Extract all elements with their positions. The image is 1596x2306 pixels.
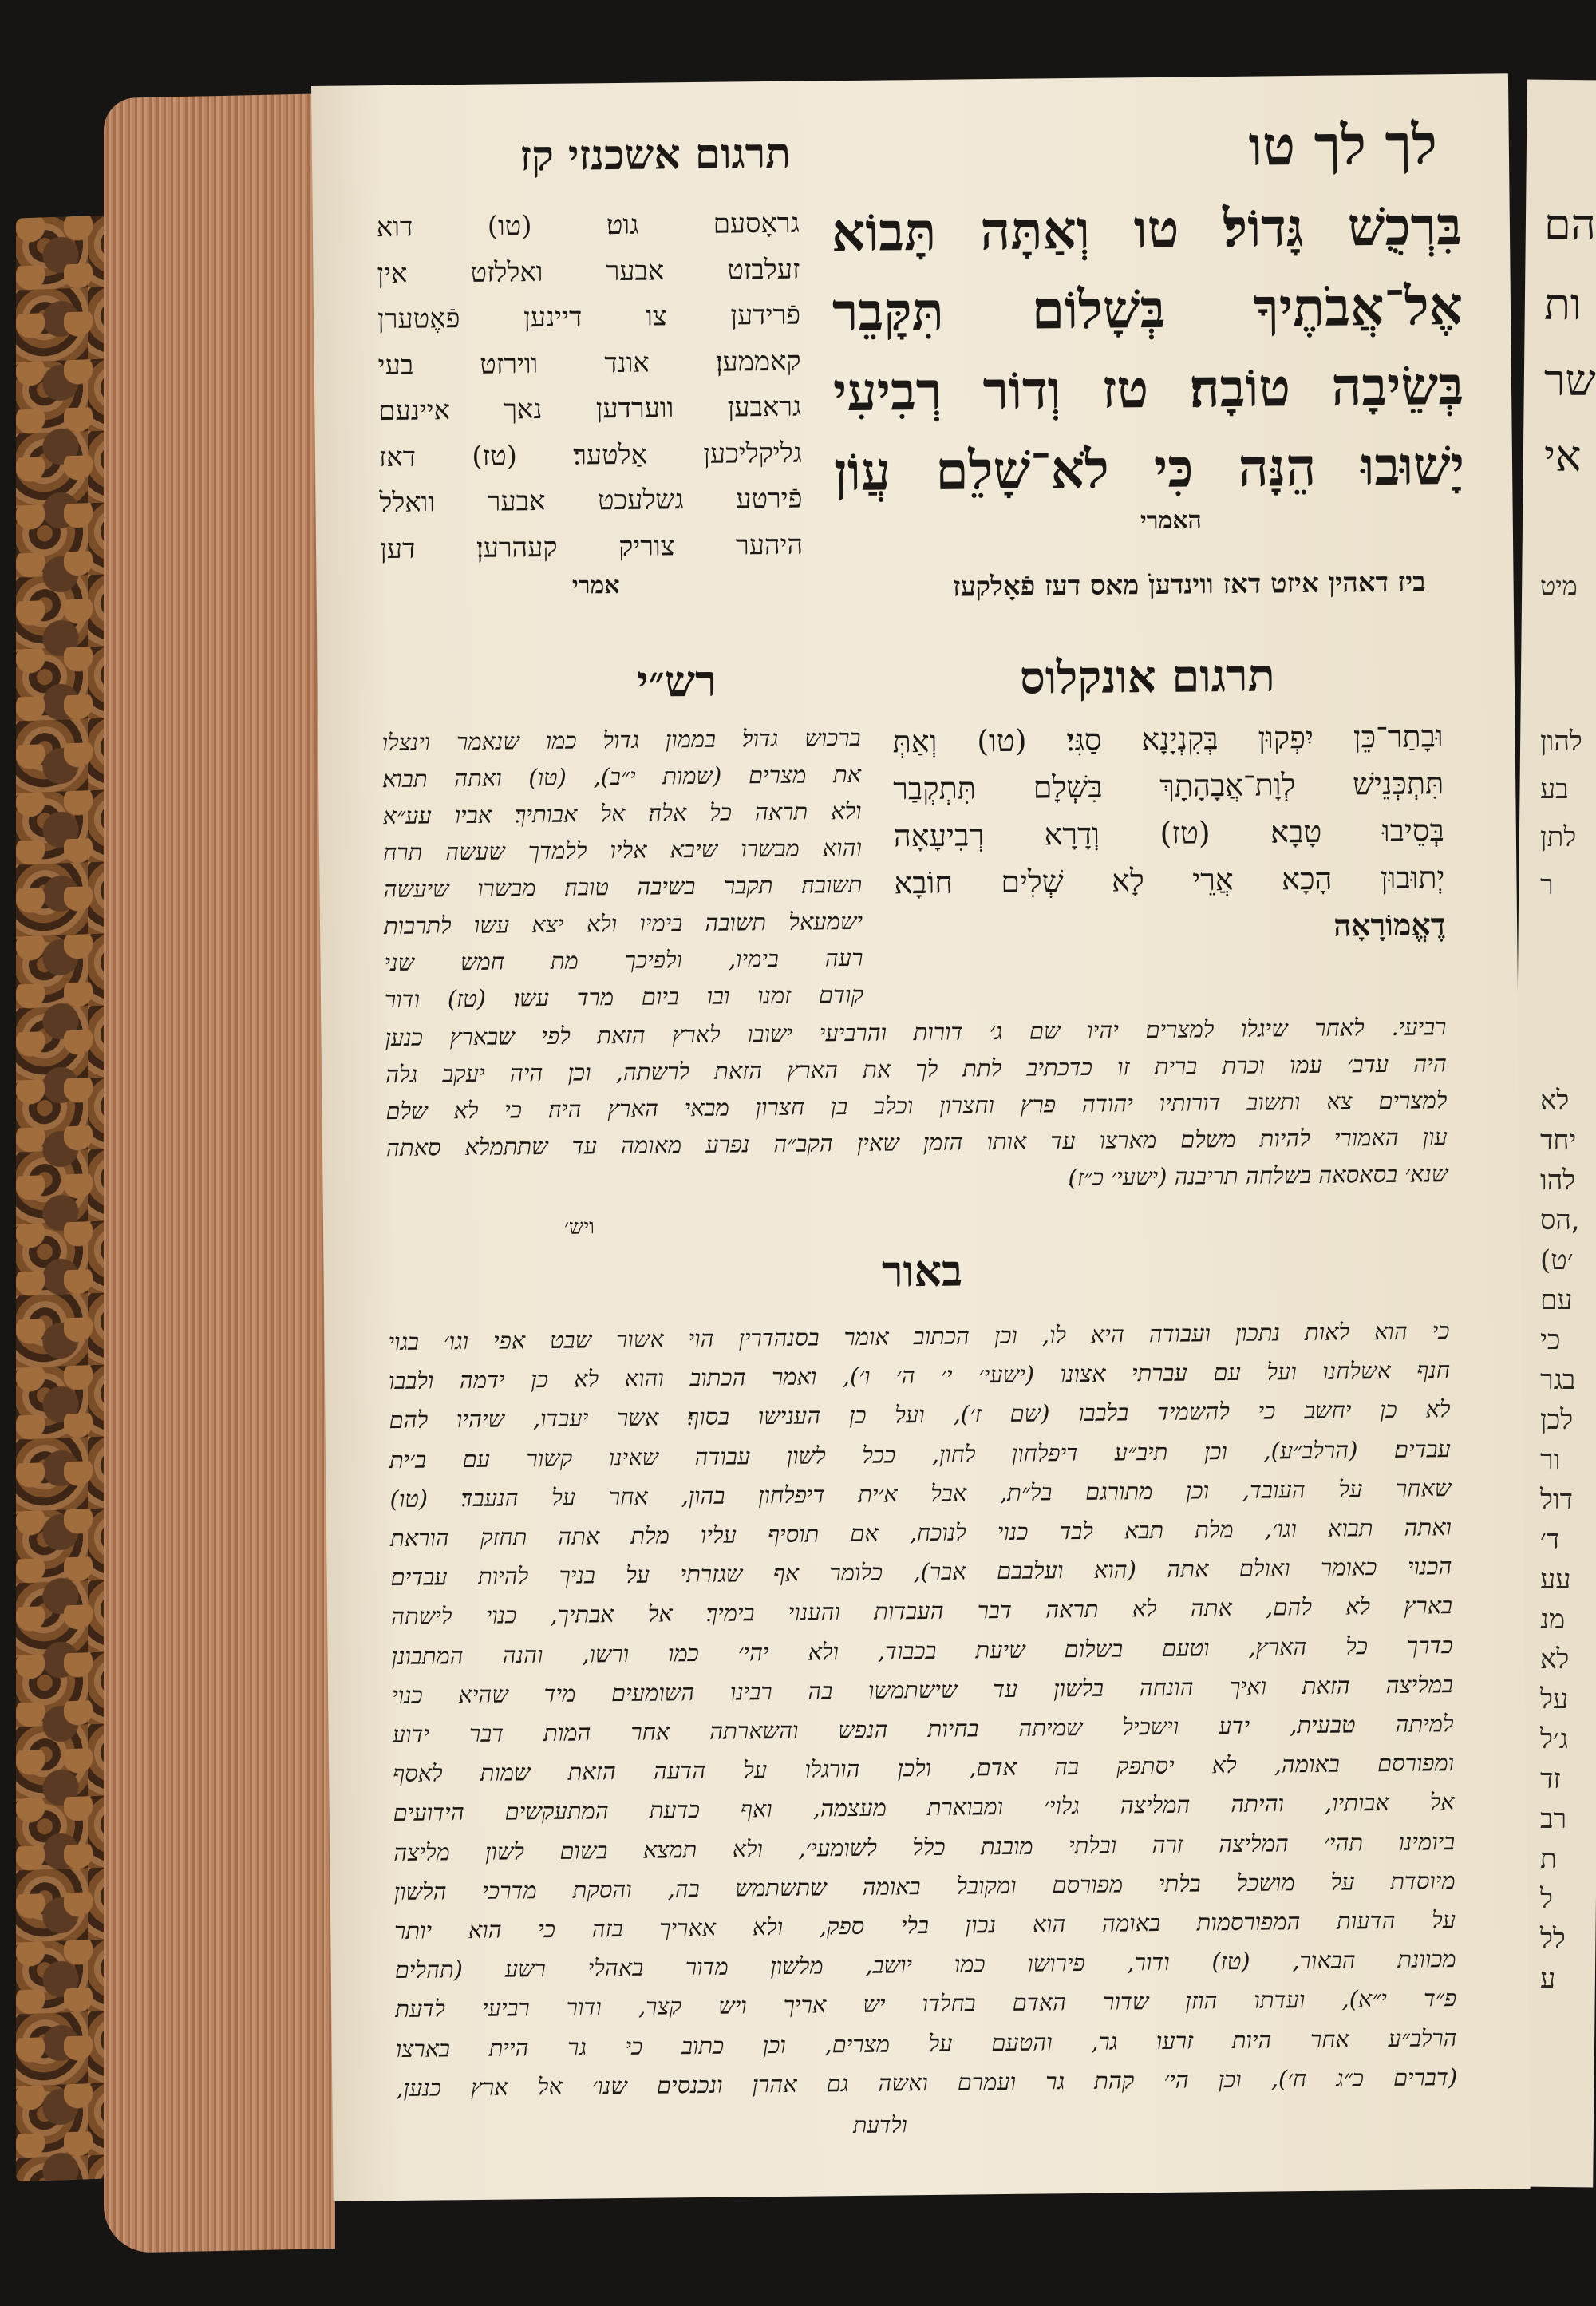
book-page [311, 73, 1531, 2201]
biur-title: באור [881, 1244, 963, 1297]
facing-fragment: דול [1540, 1484, 1573, 1516]
facing-header-1: הם [1544, 200, 1596, 250]
biur-line: הכנוי כאומר ואולם אתה (הוא ועלבבם אבר), כלומר אף שגזרתי על בניך להיות עבדים [390, 1552, 1452, 1592]
facing-fragment: רב [1540, 1803, 1567, 1835]
rashi-line: ולא תראה כל אלה׃ אל אבותיך׃ אביו עע״א [382, 797, 862, 830]
biur-line: ואתה תבוא וגו׳, מלת תבא לבד כנוי לנוכח, אם תוסיף עליו מלת אתה תחזק הוראת [389, 1513, 1452, 1552]
rashi-line: והוא מבשרו שיבא אליו ללמדך שעשה תרח [382, 833, 863, 867]
rashi-text [381, 719, 863, 1018]
facing-fragment: להון [1540, 726, 1582, 757]
rashi-line: ישמעאל תשובה בימיו ולא יצא עשו לתרבות [383, 907, 863, 940]
translation-line: קאממען׃ אונד ווירזט בעי [377, 345, 801, 382]
facing-fragment: לא [1540, 1643, 1570, 1675]
onkelos-line: בְּסֵיבוּ טָבָא׃ (טז) וְדָרָא רְבִיעָאָה [893, 813, 1445, 854]
verse-text [831, 186, 1464, 512]
facing-fragment: ל [1540, 1883, 1553, 1915]
rashi-line: למצרים צא ותשוב דורותיו יהודה פרץ וחצרון וכלב בן חצרון מבאי הארץ היה׃ כי לא שלם [385, 1086, 1448, 1125]
onkelos-line: וּבָתַר־כֵּן יִפְקוּן בְּקִנְיָנָא סַגִּי׃ (טו) וְאַתְּ [892, 718, 1444, 760]
rashi-line: רביעי. לאחר שיגלו למצרים יהיו שם ג׳ דורות והרביעי ישובו לארץ הזאת לפי שבארץ כנען [385, 1013, 1447, 1052]
facing-fragment: בע [1540, 773, 1569, 805]
rashi-line: עון האמורי להיות משלם מארצו עד אותו הזמן שאין הקב״ה נפרע מאומה עד שתתמלא סאתה [385, 1123, 1448, 1162]
biur-line: כדרך כל הארץ, וטעם בשלום שיעת בכבוד, ולא יהי׳ כמו ורשו, והנה המתבונן [391, 1631, 1453, 1670]
onkelos-catchword: דֶאֱמוֹרָאָה [1333, 906, 1446, 943]
biur-line: למיתה טבעית, ידע וישכיל שמיתה בחיות הנפש והשארתה אחר המות דבר ידוע [392, 1710, 1454, 1749]
facing-header-4: אי [1544, 431, 1582, 481]
facing-fragment: יחד [1540, 1125, 1577, 1157]
running-header-right: לך לך טו [1248, 113, 1438, 179]
running-header-left: תרגום אשכנזי קז [519, 129, 792, 181]
onkelos-line: יְתוּבוּן הָכָא אֲרֵי לָא שְׁלִים חוֹבָא [894, 860, 1445, 901]
biur-line: חנף אשלחנו ועל עם עברתי אצונו (ישעי׳ י׳ ה׳ ו׳), ואמר הכתוב והוא לא כן ידמה ולבבו [388, 1356, 1451, 1395]
biur-line: מכוונת הבאור, (טז) ודור, פירושו כמו יושב, מלשון מדור באהלי רשע (תהלים [394, 1945, 1456, 1984]
rashi-line: רעה בימיו, ולפיכך מת חמש שני [384, 943, 863, 977]
biur-line: אל אבותיו, והיתה המליצה גלוי׳ ומבוארת מעצמה, ואף כדעת המתעקשים הידועים [393, 1788, 1455, 1827]
biur-line: בארץ לא להם, אתה לא תראה דבר העבדות והענוי בימיך׃ אל אבתיך, כנוי לישתה [390, 1592, 1453, 1631]
rashi-line: שנא׳ בסאסאה בשלחה תריבנה (ישעי׳ כ״ז)׃ [1068, 1160, 1448, 1192]
facing-fragment: עע [1540, 1564, 1571, 1596]
facing-fragment: כי [1540, 1324, 1561, 1356]
biur-line: מיוסדת על מושכל בלתי מפורסם ומקובל באומה שתשתמש בה, והסקת מדרכי הלשון [393, 1866, 1456, 1905]
page-edges [104, 93, 335, 2253]
translation-line: זעלבזט אבער ואללזט אין [377, 253, 800, 290]
facing-fragment: הס, [1540, 1204, 1580, 1236]
biur-line: ומפורסם באומה, לא יסתפק בה אדם, ולכן הורגלו על הדעה הזאת שמות לאסף [392, 1749, 1455, 1788]
facing-fragment: לל [1540, 1923, 1566, 1955]
facing-fragment: עם [1540, 1284, 1573, 1316]
verse-line: בְּשֵׂיבָה טוֹבָה׃ טז וְדוֹר רְבִיעִי [832, 354, 1464, 424]
biur-catchword: ולדעת [852, 2111, 907, 2139]
facing-fragment: ר [1540, 869, 1554, 901]
translation-line: גראבען ווערדען נאך איינעם [378, 390, 802, 428]
facing-fragment: ע [1540, 1963, 1556, 1995]
biur-line: פ״ד י״א), ועדתו הוזן שדור האדם בחלדו יש אריך ויש קצר, ודור רביעי לדעת [395, 1984, 1457, 2023]
translation-line: פֿרידען צו דיינען פֿאֶטערן [377, 299, 801, 336]
rashi-line: ברכוש גדול׃ בממון גדול כמו שנאמר וינצלו [381, 723, 861, 757]
facing-fragment: ג׳ל [1540, 1723, 1568, 1755]
facing-fragment: להו [1540, 1165, 1576, 1197]
facing-fragment: לא [1540, 1085, 1570, 1117]
facing-fragment: מנ [1540, 1604, 1566, 1636]
biur-line: (דברים כ״ג ח׳), וכן הי׳ קהת גר ועמרם ואשה גם אהרן ונכנסים שנו׳ אל ארץ כנען, [396, 2063, 1458, 2102]
biur-line: כי הוא לאות נתכון ועבודה היא לו, וכן הכתוב אומר בסנהדרין הוי אשור שבט אפי וגו׳ בגוי [388, 1317, 1450, 1356]
verse-line: בִּרְכֻשׁ גָּדוֹל׃ טו וְאַתָּה תָּבוֹא [831, 194, 1463, 264]
biur-line: עבדים׃ (הרלב״ע), וכן תיב״ע דיפלחון לחון, ככל לשון עבודה שאינו קשור עם ב׳ית [389, 1434, 1452, 1473]
translation-line: פֿירטע גשלעכט אבער וואלל [379, 482, 803, 520]
rashi-line: את מצרים (שמות י״ב), (טו) ואתה תבוא׃ [381, 760, 862, 793]
verse-catchword: האמרי [1140, 506, 1202, 536]
translation-line: היהער צוריק קעהרען׃ דען [379, 528, 804, 565]
facing-fragment: ד׳ [1540, 1524, 1560, 1556]
biur-line: על הדעות המפורסמות באומה הוא נכון בלי ספק, ולא אאריך בזה כי הוא יותר [394, 1906, 1456, 1945]
biur-line: במליצה הזאת ואיך הונחה בלשון עד שישתמשו בה רבינו השומעים מיד שהיא כנוי [391, 1670, 1454, 1709]
facing-fragment: ת [1540, 1843, 1557, 1875]
facing-fragment: זד [1540, 1763, 1561, 1795]
biur-text [388, 1311, 1457, 2108]
rashi-continuation [385, 1008, 1448, 1203]
ashkenazi-translation [377, 201, 804, 573]
onkelos-line: תִּתְכְּנֵישׁ לְוָת־אֲבָהָתָךְ בִּשְׁלָם תִּתְקְבַר [893, 765, 1444, 807]
facing-catchword: מיט [1540, 571, 1578, 601]
translation-line: גליקליכען אַלטער׃ (טז) דאז [378, 437, 803, 473]
facing-header-3: שר [1544, 355, 1596, 405]
rashi-line: קודם זמנו ובו ביום מרד עשו׃ (טז) ודור [384, 980, 864, 1014]
verse-footer: ביז דאהין איזט דאז ווינדעןֹ מאס דעז פֿאָלקעז [952, 566, 1426, 603]
biur-line: שאחר על העובד, וכן מתורגם בל״ת, אבל א׳ית דיפלחון בהון, אחר על הנעבד׃ (טו) [389, 1473, 1452, 1513]
translation-line: גראָסעם גוט׃ (טו) דוא [376, 207, 800, 244]
facing-fragment: ור [1540, 1444, 1561, 1476]
rashi-line: היה עדב׳ עמו וכרת ברית זו כדכתיב לתת לך את הארץ הזאת לרשתה, וכן היה יעקב גלה [385, 1050, 1448, 1089]
ashkenazi-catchword: אמרי [571, 571, 620, 600]
verse-line: אֶל־אֲבֹתֶיךָ בְּשָׁלוֹם תִּקָּבֵר [832, 274, 1464, 344]
rashi-line: תשובה׃ תקבר בשיבה טובה׃ מבשרו שיעשה [383, 870, 863, 904]
biur-line: לא כן יחשב כי להשמיד בלבבו (שם ז׳), ועל כן הענישו בסוף׃ אשר יעבדו, שיהיו להם [389, 1395, 1451, 1434]
biur-line: ביומינו תהי׳ המליצה זרה ובלתי מובנת כלל לשומעי׳, ולא תמצא בשום לשון מליצה [393, 1827, 1456, 1866]
rashi-catchword: ויש׳ [563, 1215, 595, 1240]
facing-fragment: בגר [1540, 1364, 1576, 1396]
biur-line: הרלב״ע אחר היות זרעו גר, והטעם על מצרים, וכן כתוב כי גר היית בארצו [395, 2023, 1457, 2063]
facing-fragment: על [1540, 1683, 1569, 1715]
facing-fragment: לכן [1540, 1404, 1574, 1436]
onkelos-title: תרגום אונקלוס [1019, 649, 1276, 705]
verse-line: יָשׁוּבוּ הֵנָּה כִּי לֹא־שָׁלֵם עֲוֹן [833, 433, 1465, 504]
facing-header-2: ות [1544, 279, 1582, 330]
onkelos-text [892, 713, 1444, 907]
facing-fragment: (׳ט [1540, 1244, 1574, 1276]
rashi-title: רש״י [636, 655, 717, 707]
facing-fragment: לתן [1540, 821, 1577, 853]
